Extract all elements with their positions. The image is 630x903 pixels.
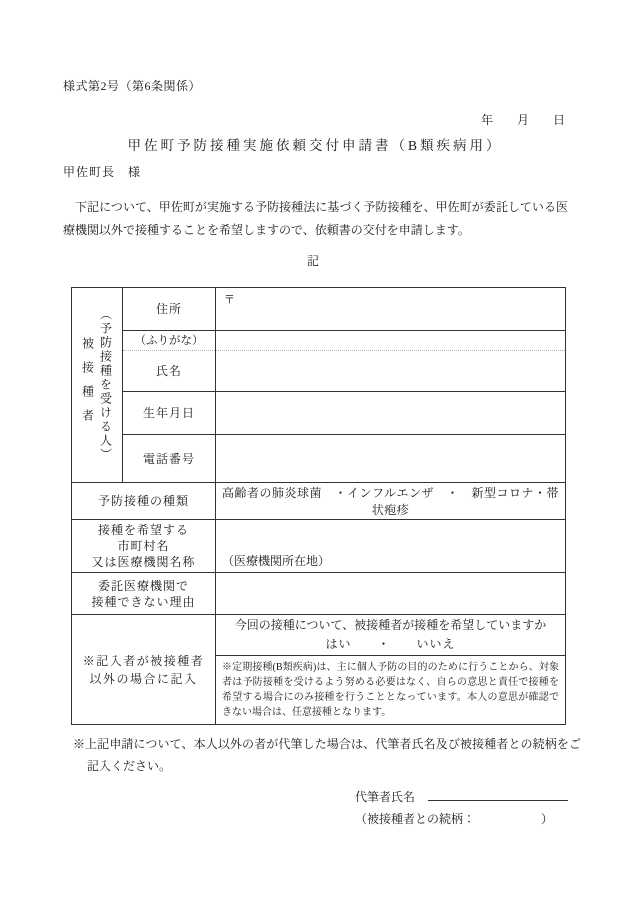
name-row <box>72 351 566 392</box>
birthdate-row <box>72 392 566 435</box>
reason-label-line1: 委託医療機関で <box>97 578 189 593</box>
b-class-disease-note: ※定期接種(B類疾病)は、主に個人予防の目的のために行うことから、対象者は予防接種を受けるよう努める必要はなく、自らの意思と責任で接種を希望する場合にのみ接種を行うこととなっています。本人の意思が確認できない場合は、任意接種となります。 <box>222 662 559 718</box>
intro-paragraph: 下記について、甲佐町が実施する予防接種法に基づく予防接種を、甲佐町が委託している医療機関以外で接種することを希望しますので、依頼書の交付を申請します。 <box>63 200 568 237</box>
furigana-field <box>216 331 566 351</box>
proxy-entry-row <box>72 615 566 725</box>
proxy-entry-label <box>72 615 216 725</box>
date-line: 年 月 日 <box>480 113 565 127</box>
postal-mark: 〒 <box>224 294 235 306</box>
desired-place-label <box>72 520 216 573</box>
phone-label: 電話番号 <box>123 435 216 483</box>
proxy-entry-label-line2: 以外の場合に記入 <box>89 671 198 686</box>
vaccine-type-label: 予防接種の種類 <box>72 483 216 520</box>
reason-label-line2: 接種できない理由 <box>91 594 196 609</box>
consent-question-box <box>216 615 565 656</box>
furigana-row <box>72 331 566 351</box>
phone-field <box>216 435 566 483</box>
desired-place-label-line2: 市町村名 <box>117 539 170 553</box>
vaccinee-group-header <box>72 288 123 483</box>
addressee: 甲佐町長 様 <box>63 165 142 179</box>
address-label: 住所 <box>123 288 216 331</box>
proxy-name-blank <box>428 787 568 801</box>
reason-field <box>216 573 566 615</box>
vaccinee-sublabel: （予防接種を受ける人） <box>98 308 113 462</box>
consent-answer-options: はい ・ いいえ <box>325 637 456 651</box>
page-title: 甲佐町予防接種実施依頼交付申請書（B類疾病用） <box>127 138 503 153</box>
consent-question: 今回の接種について、被接種者が接種を希望していますか <box>234 618 547 632</box>
desired-place-label-line3: 又は医療機関名称 <box>91 555 196 569</box>
birthdate-field <box>216 392 566 435</box>
application-table <box>71 287 566 725</box>
vaccine-type-options: 高齢者の肺炎球菌 ・インフルエンザ ・ 新型コロナ・帯状疱疹 <box>216 483 566 520</box>
proxy-entry-field <box>216 615 566 725</box>
reason-label <box>72 573 216 615</box>
desired-place-row <box>72 520 566 573</box>
vaccinee-group-labels <box>72 291 122 479</box>
address-row <box>72 288 566 331</box>
form-number: 様式第2号（第6条関係） <box>63 79 202 93</box>
desired-place-label-line1: 接種を希望する <box>97 523 189 537</box>
proxy-entry-label-line1: ※記入者が被接種者 <box>82 653 205 668</box>
relation-close-paren: ） <box>540 812 553 826</box>
phone-row <box>72 435 566 483</box>
vaccine-type-row <box>72 483 566 520</box>
proxy-writing-note: ※上記申請について、本人以外の者が代筆した場合は、代筆者氏名及び被接種者との続柄をご記入ください。 <box>73 737 581 773</box>
proxy-name-line <box>355 787 568 805</box>
furigana-label: （ふりがな） <box>123 331 216 351</box>
address-field <box>216 288 566 331</box>
birthdate-label: 生年月日 <box>123 392 216 435</box>
relation-label: （被接種者との続柄： <box>355 812 476 826</box>
name-label: 氏名 <box>123 351 216 392</box>
name-field <box>216 351 566 392</box>
reason-row <box>72 573 566 615</box>
relation-line <box>355 810 553 827</box>
ki-heading: 記 <box>306 254 321 268</box>
desired-place-field <box>216 520 566 573</box>
medical-institution-location-note: （医療機関所在地） <box>222 554 331 568</box>
vaccinee-label: 被接種者 <box>80 337 95 433</box>
proxy-name-label: 代筆者氏名 <box>355 790 416 804</box>
